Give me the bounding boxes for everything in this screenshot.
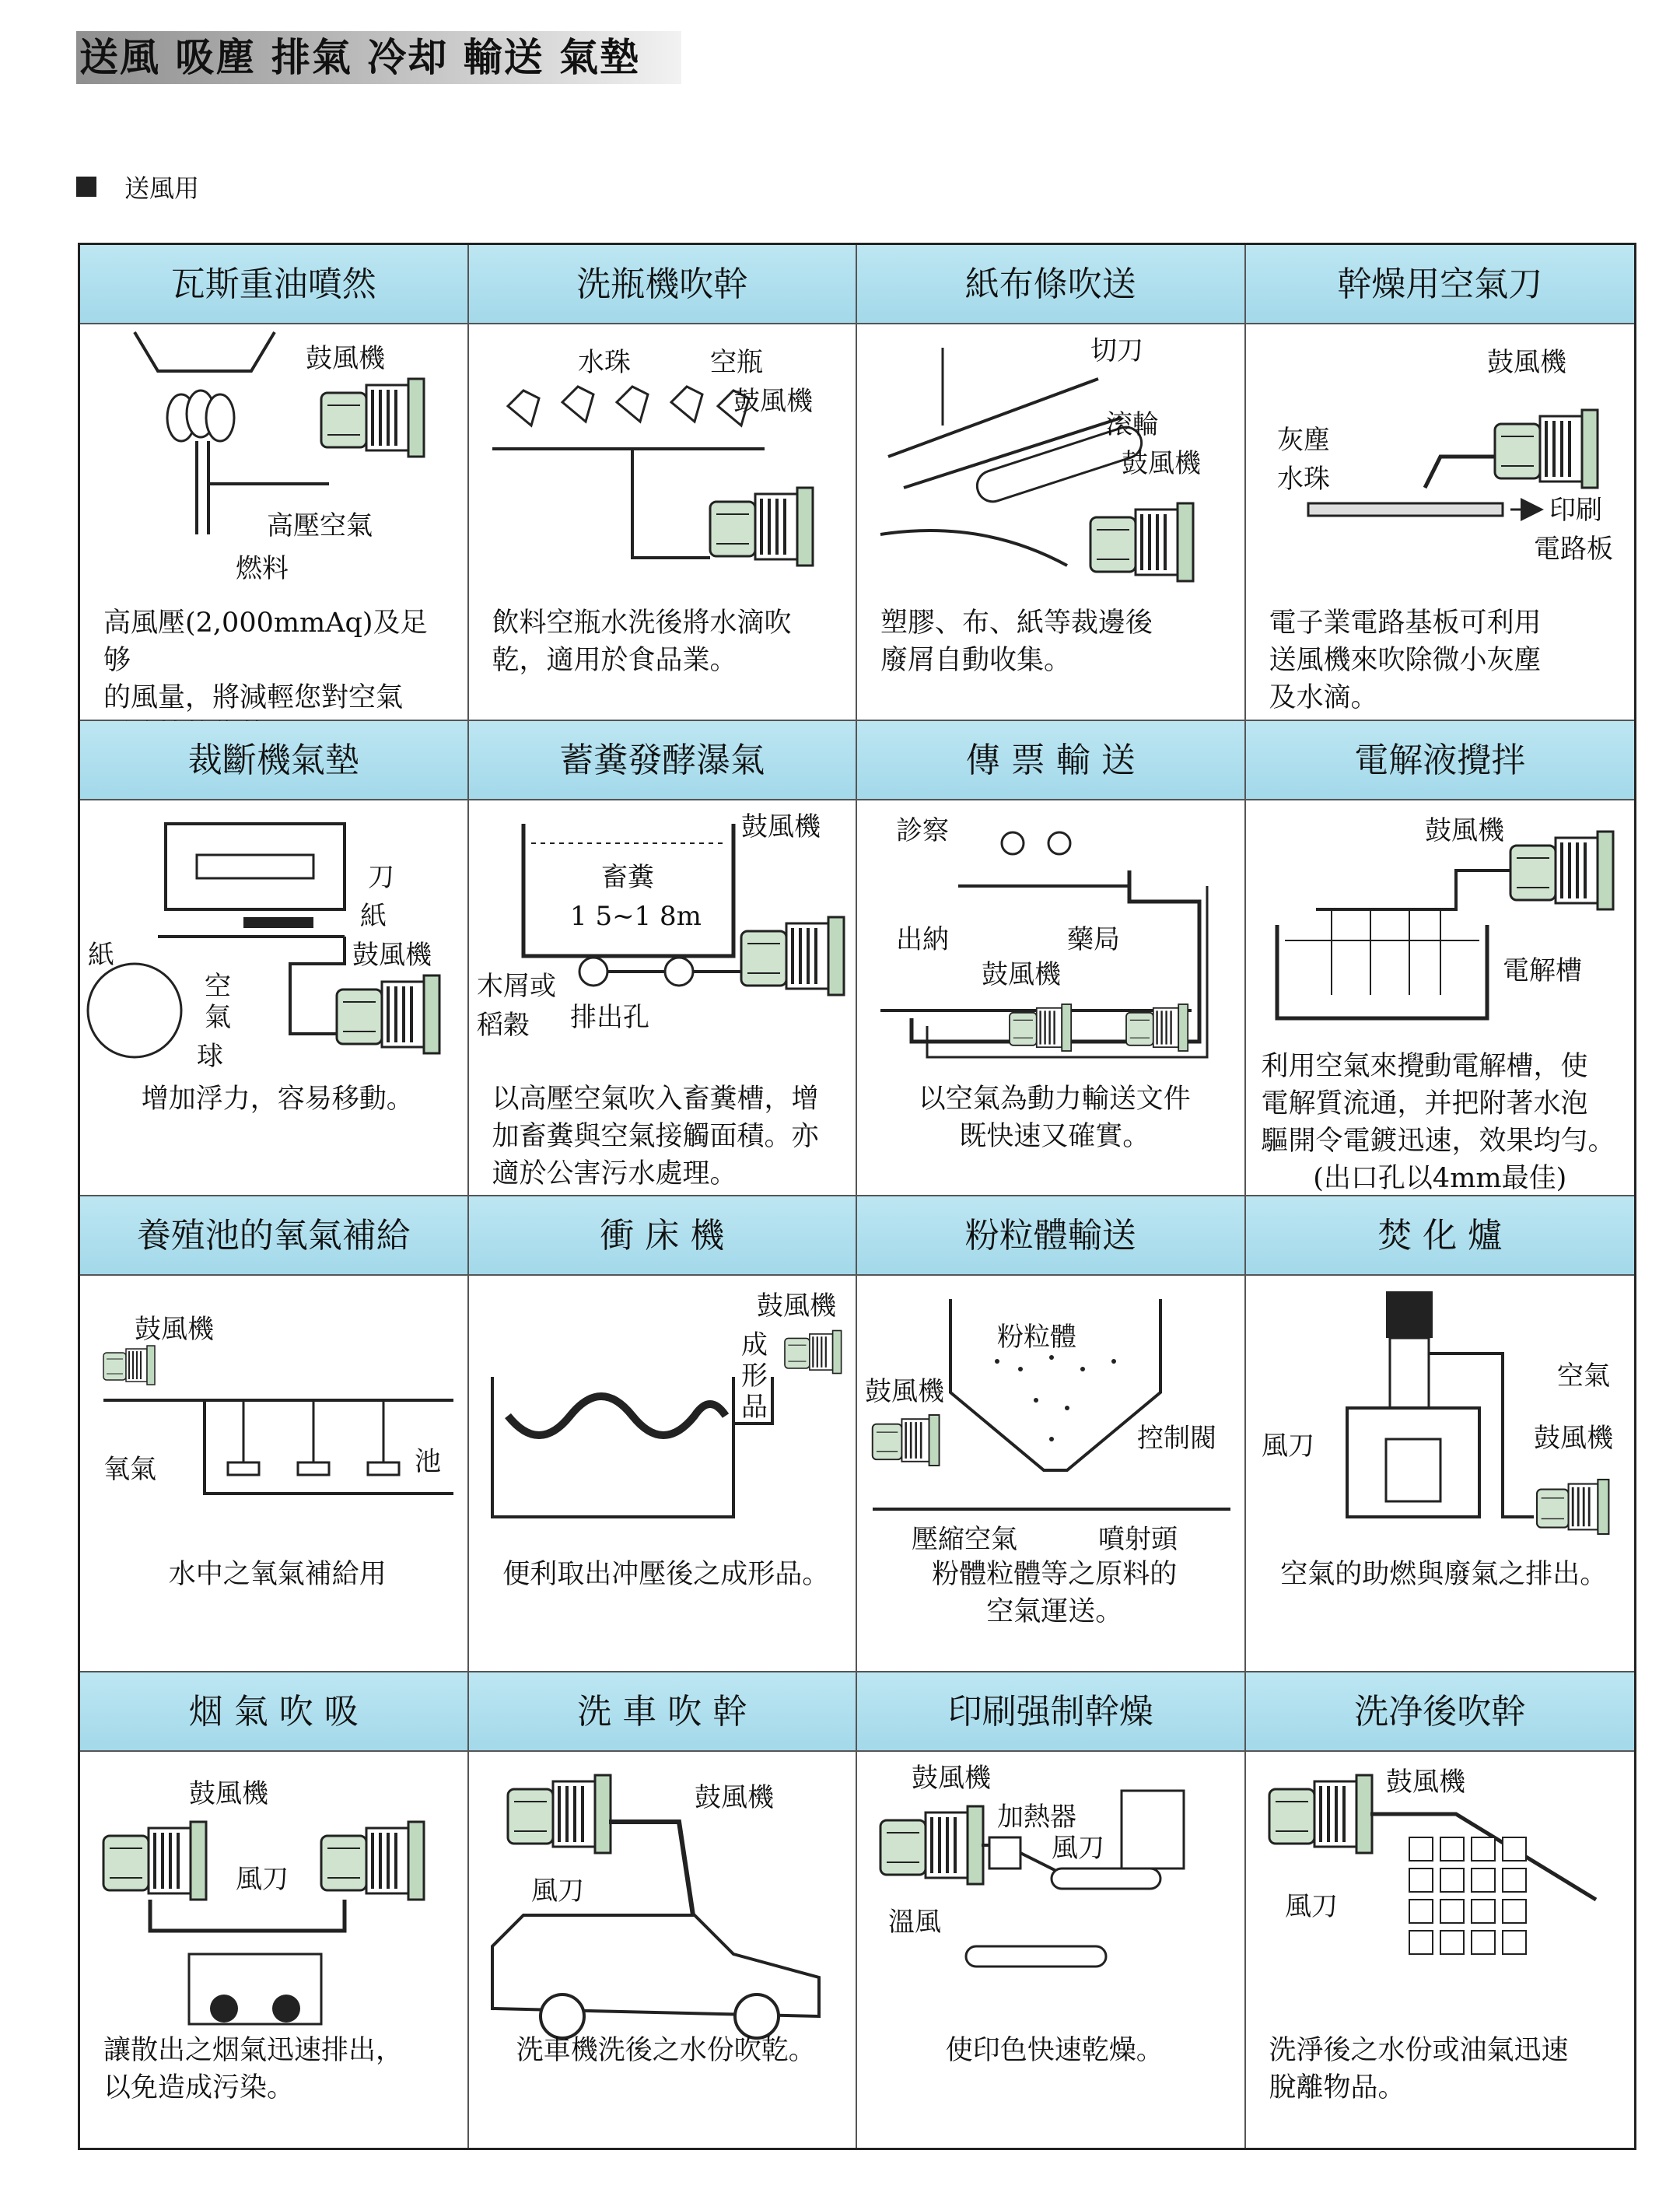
label-blower: 鼓風機: [352, 939, 432, 971]
cell-car-wash-drying: [469, 1672, 858, 2149]
desc-line: 利用空氣來攪動電解槽，使: [1261, 1050, 1588, 1082]
label-printed: 印刷: [1549, 495, 1602, 526]
desc-line: 廢屑自動收集。: [880, 645, 1072, 676]
cell-bottle-washer: [469, 245, 858, 721]
post-wash-illustration: [1254, 1760, 1627, 2032]
desc-line: 塑膠、布、紙等裁邊後: [880, 608, 1153, 639]
label-blower: 鼓風機: [733, 386, 813, 417]
label-water-drops: 水珠: [1276, 464, 1330, 495]
label-blower: 鼓風機: [694, 1781, 774, 1813]
label-depth: 1 5~1 8m: [569, 900, 702, 932]
cell-title: 衝 床 機: [469, 1196, 856, 1276]
cell-description: [492, 604, 841, 679]
desc-line: 空氣運送。: [986, 1596, 1123, 1627]
desc-line: 以空氣為動力輸送文件: [918, 1083, 1191, 1115]
label-heater: 加熱器: [997, 1801, 1076, 1833]
label-blower: 鼓風機: [1533, 1423, 1613, 1454]
cell-title: 傳 票 輸 送: [857, 721, 1244, 800]
label-cashier: 出納: [896, 923, 949, 955]
label-oxygen: 氧氣: [103, 1454, 156, 1485]
cell-title: 烟 氣 吹 吸: [80, 1672, 467, 1752]
desc-line: 的風量，將減輕您對空氣: [103, 682, 404, 713]
label-blower: 鼓風機: [865, 1376, 944, 1407]
label-air: 空氣: [1556, 1361, 1610, 1392]
label-blower: 鼓風機: [189, 1777, 268, 1809]
cell-description: [880, 1556, 1229, 1630]
cell-description: [492, 1080, 841, 1193]
label-air-knife: 風刀: [236, 1863, 289, 1895]
cell-title: 焚 化 爐: [1246, 1196, 1635, 1276]
cell-post-wash-drying: [1246, 1672, 1635, 2149]
label-blower: 鼓風機: [1424, 814, 1504, 846]
label-water-drops: 水珠: [577, 347, 631, 378]
desc-line: 增加浮力，容易移動。: [141, 1083, 414, 1115]
section-heading: [76, 170, 199, 204]
label-manure: 畜糞: [600, 861, 654, 893]
desc-line: 讓散出之烟氣迅速排出，: [103, 2034, 404, 2066]
label-high-pressure-air: 高壓空氣: [267, 510, 373, 541]
cell-description: [880, 1080, 1229, 1155]
label-outlet: 排出孔: [569, 1001, 649, 1033]
cell-cutter-air-cushion: [80, 721, 469, 1197]
cell-description: [1269, 1556, 1619, 1593]
paper-strip-illustration: [865, 332, 1238, 604]
desc-line: 電子業電路基板可利用: [1269, 608, 1542, 639]
cell-incinerator: [1246, 1196, 1635, 1672]
cell-drying-air-knife: [1246, 245, 1635, 721]
label-blower: 鼓風機: [740, 811, 821, 842]
label-ball: 球: [197, 1040, 223, 1072]
cell-description: [1269, 2032, 1619, 2107]
desc-line: 驅開令電鍍迅速，效果均勻。: [1261, 1125, 1615, 1157]
desc-line: 便利取出冲壓後之成形品。: [502, 1559, 830, 1590]
label-blower: 鼓風機: [1122, 448, 1201, 479]
cell-title: 蓄糞發酵瀑氣: [469, 721, 856, 800]
label-knife: 刀: [368, 861, 394, 893]
label-air-knife: 風刀: [1261, 1431, 1314, 1462]
cell-description: [492, 2032, 841, 2069]
cell-smoke-extraction: [80, 1672, 469, 2149]
label-blower: 鼓風機: [1385, 1766, 1465, 1798]
cell-electrolyte-stirring: [1246, 721, 1635, 1197]
page-title: 送風 吸塵 排氣 冷却 輸送 氣墊: [76, 31, 681, 84]
desc-line: 飲料空瓶水洗後將水滴吹: [492, 608, 792, 639]
desc-line: 加畜糞與空氣接觸面積。亦: [492, 1120, 819, 1152]
cell-paper-strip-blowing: [857, 245, 1246, 721]
cell-document-transport: [857, 721, 1246, 1197]
label-nozzle: 噴射頭: [1098, 1524, 1178, 1555]
label-shaped-1: 成: [740, 1329, 768, 1361]
desc-line: 洗淨後之水份或油氣迅速: [1269, 2034, 1569, 2066]
label-blower: 鼓風機: [756, 1291, 836, 1322]
cell-title: 印刷强制幹燥: [857, 1672, 1244, 1752]
cell-punch-press: [469, 1196, 858, 1672]
desc-line: 既快速又確實。: [959, 1120, 1150, 1152]
desc-line: 高風壓(2,000mmAq)及足够: [103, 608, 428, 676]
cell-title: 洗瓶機吹幹: [469, 245, 856, 324]
print-drying-illustration: [865, 1760, 1238, 2032]
incinerator-illustration: [1254, 1284, 1627, 1556]
label-roller: 滚輪: [1106, 409, 1159, 440]
punch-press-illustration: [477, 1284, 850, 1556]
cell-manure-fermentation: [469, 721, 858, 1197]
cell-title: 洗净後吹幹: [1246, 1672, 1635, 1752]
desc-line: 洗車機洗後之水份吹乾。: [516, 2034, 816, 2066]
desc-line: 送風機來吹除微小灰塵: [1269, 645, 1542, 676]
electrolyte-tank-illustration: [1254, 808, 1627, 1080]
desc-line: 水中之氧氣補給用: [168, 1559, 387, 1590]
label-blower: 鼓風機: [135, 1314, 214, 1345]
label-blower: 鼓風機: [982, 958, 1061, 990]
label-circuit-board: 電路板: [1533, 534, 1613, 565]
cell-title: 電解液攪拌: [1246, 721, 1635, 800]
section-label: 送風用: [124, 173, 200, 203]
cell-description: [1262, 1048, 1619, 1197]
bottle-washer-illustration: [477, 332, 850, 604]
desc-line: 適於公害污水處理。: [492, 1158, 737, 1189]
label-blower: 鼓風機: [306, 343, 385, 374]
cutter-illustration: [88, 808, 461, 1080]
smoke-extraction-illustration: [88, 1760, 461, 2032]
label-air-1: 空: [205, 970, 231, 1002]
manure-tank-illustration: [477, 808, 850, 1080]
cell-title: 紙布條吹送: [857, 245, 1244, 324]
cell-description: [103, 1080, 452, 1118]
label-air-knife: 風刀: [530, 1875, 584, 1907]
label-air-2: 氣: [205, 1001, 231, 1033]
label-dust: 灰塵: [1276, 425, 1330, 456]
label-cutter: 切刀: [1090, 335, 1143, 366]
label-shaped-3: 品: [740, 1392, 768, 1423]
label-control-valve: 控制閥: [1137, 1423, 1216, 1454]
label-shaped-2: 形: [740, 1361, 768, 1392]
application-grid: [78, 243, 1636, 2150]
desc-line: 脫離物品。: [1269, 2072, 1405, 2103]
cell-powder-transport: [857, 1196, 1246, 1672]
cell-title: 粉粒體輸送: [857, 1196, 1244, 1276]
desc-line: 空氣的助燃與廢氣之排出。: [1280, 1559, 1608, 1590]
label-blower: 鼓風機: [1486, 347, 1566, 378]
label-powder: 粉粒體: [997, 1322, 1076, 1353]
label-air-knife: 風刀: [1052, 1832, 1104, 1864]
air-knife-illustration: [1254, 332, 1627, 604]
label-air-knife: 風刀: [1284, 1890, 1338, 1922]
cell-title: 養殖池的氧氣補給: [80, 1196, 467, 1276]
label-compressed-air: 壓縮空氣: [912, 1524, 1017, 1555]
cell-description: [1269, 604, 1619, 716]
desc-line: 電解質流通，并把附著水泡: [1261, 1087, 1588, 1119]
document-tube-illustration: [865, 808, 1238, 1080]
desc-line: 以免造成污染。: [103, 2072, 295, 2103]
cell-description: [103, 2032, 452, 2107]
cell-title: 洗 車 吹 幹: [469, 1672, 856, 1752]
cell-description: [880, 2032, 1229, 2069]
car-wash-illustration: [477, 1760, 850, 2032]
label-examination: 診察: [896, 814, 949, 846]
label-warm-air: 溫風: [888, 1906, 941, 1938]
cell-description: [103, 1556, 452, 1593]
burner-illustration: [88, 332, 461, 604]
desc-line: 乾，適用於食品業。: [492, 645, 737, 676]
cell-title: 幹燥用空氣刀: [1246, 245, 1635, 324]
cell-title: 裁斷機氣墊: [80, 721, 467, 800]
label-pharmacy: 藥局: [1067, 923, 1120, 955]
cell-description: [880, 604, 1229, 679]
powder-hopper-illustration: [865, 1284, 1238, 1556]
desc-line: 使印色快速乾燥。: [945, 2034, 1164, 2066]
square-bullet-icon: [76, 177, 96, 197]
desc-line: 粉體粒體等之原料的: [932, 1559, 1178, 1590]
label-electrolytic-tank: 電解槽: [1502, 954, 1582, 986]
desc-note: (出口孔以4mm最佳): [1313, 1162, 1567, 1194]
cell-print-drying: [857, 1672, 1246, 2149]
pond-illustration: [88, 1284, 461, 1556]
cell-gas-oil-burner: [80, 245, 469, 721]
cell-description: [492, 1556, 841, 1593]
desc-line: 及水滴。: [1269, 682, 1378, 713]
cell-fish-pond-oxygen: [80, 1196, 469, 1672]
label-paper: 紙: [360, 900, 387, 932]
cell-title: 瓦斯重油噴然: [80, 245, 467, 324]
label-fuel: 燃料: [236, 553, 289, 584]
label-blower: 鼓風機: [912, 1762, 991, 1794]
label-sawdust: 木屑或: [476, 970, 556, 1002]
label-rice-husk: 稻穀: [476, 1009, 530, 1041]
desc-line: 以高壓空氣吹入畜糞槽，增: [492, 1083, 819, 1115]
label-empty-bottle: 空瓶: [709, 347, 763, 378]
label-paper: 紙: [88, 939, 114, 971]
label-pond: 池: [415, 1446, 441, 1477]
